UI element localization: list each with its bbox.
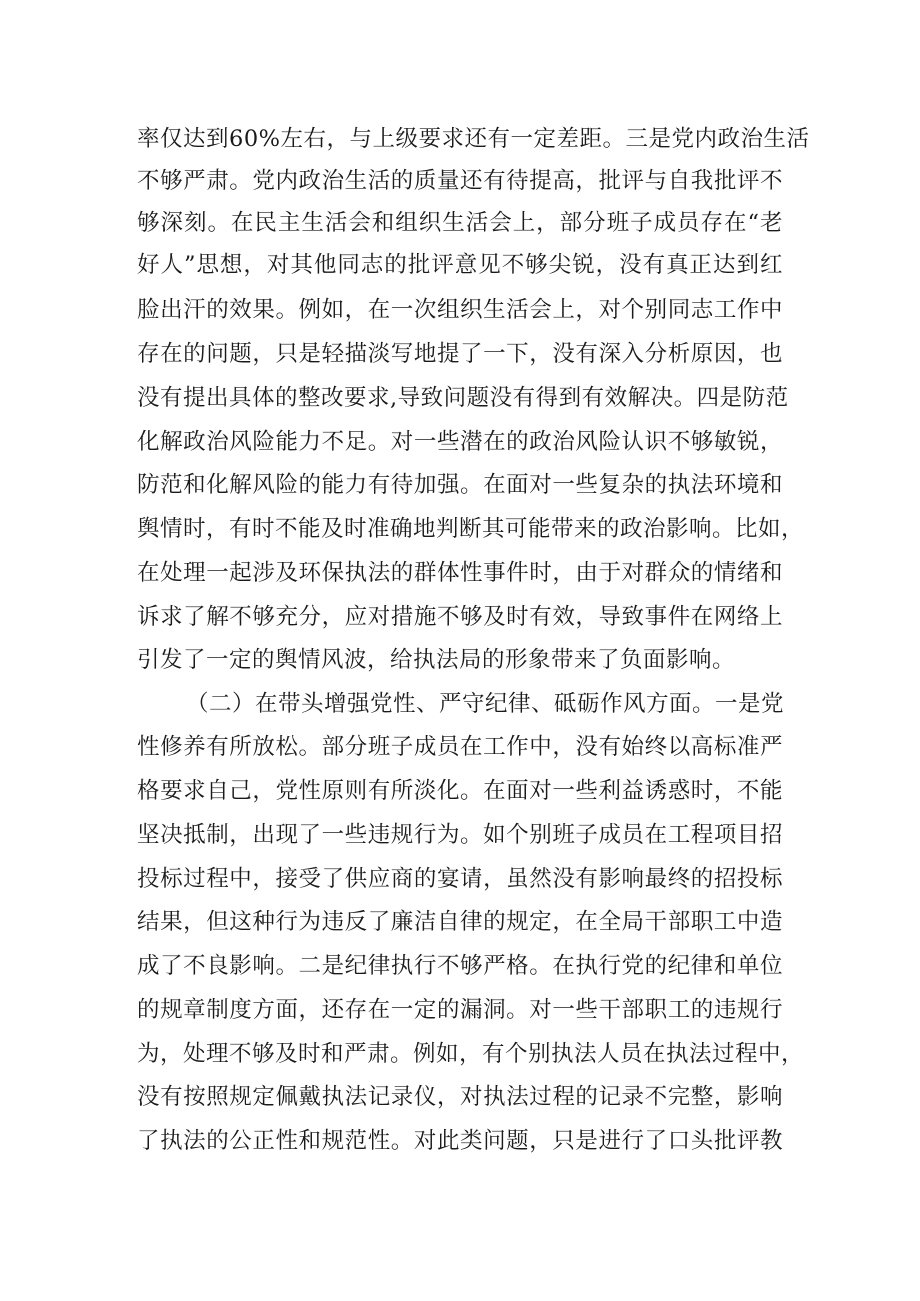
body-text-line: 的规章制度方面，还存在一定的漏洞。对一些干部职工的违规行 (137, 997, 783, 1023)
body-text-line: 性修养有所放松。部分班子成员在工作中，没有始终以高标准严 (137, 734, 783, 760)
body-text-line: 成了不良影响。二是纪律执行不够严格。在执行党的纪律和单位 (137, 953, 783, 979)
body-text-line: 在处理一起涉及环保执法的群体性事件时，由于对群众的情绪和 (137, 560, 783, 586)
body-text-line: 好人”思想，对其他同志的批评意见不够尖锐，没有真正达到红 (137, 252, 783, 278)
body-text-line: 防范和化解风险的能力有待加强。在面对一些复杂的执法环境和 (137, 472, 783, 498)
body-text-line: 没有按照规定佩戴执法记录仪，对执法过程的记录不完整，影响 (137, 1084, 783, 1110)
body-text-line: 诉求了解不够充分，应对措施不够及时有效，导致事件在网络上 (137, 604, 783, 630)
body-text-line: 够深刻。在民主生活会和组织生活会上，部分班子成员存在“老 (137, 210, 783, 236)
body-text-line: 了执法的公正性和规范性。对此类问题，只是进行了口头批评教 (137, 1128, 783, 1154)
body-text-line: 结果，但这种行为违反了廉洁自律的规定，在全局干部职工中造 (137, 909, 783, 935)
body-text-line: 坚决抵制，出现了一些违规行为。如个别班子成员在工程项目招 (137, 822, 783, 848)
body-text-line: 没有提出具体的整改要求,导致问题没有得到有效解决。四是防范 (137, 385, 789, 411)
body-text-line: 脸出汗的效果。例如，在一次组织生活会上，对个别同志工作中 (137, 297, 783, 323)
body-text-line: 投标过程中，接受了供应商的宴请，虽然没有影响最终的招投标 (137, 866, 783, 892)
body-text-line: 不够严肃。党内政治生活的质量还有待提高，批评与自我批评不 (137, 168, 783, 194)
section-heading-line: （二）在带头增强党性、严守纪律、砥砺作风方面。一是党 (186, 691, 785, 717)
body-text-line: 存在的问题，只是轻描淡写地提了一下，没有深入分析原因，也 (137, 341, 783, 367)
paragraph-last-line: 引发了一定的舆情风波，给执法局的形象带来了负面影响。 (137, 647, 736, 673)
body-text-line: 化解政治风险能力不足。对一些潜在的政治风险认识不够敏锐， (137, 429, 783, 455)
body-text-line: 率仅达到60%左右，与上级要求还有一定差距。三是党内政治生活 (137, 126, 810, 152)
body-text-line: 舆情时，有时不能及时准确地判断其可能带来的政治影响。比如， (137, 516, 805, 542)
body-text-line: 格要求自己，党性原则有所淡化。在面对一些利益诱惑时，不能 (137, 778, 783, 804)
body-text-line: 为，处理不够及时和严肃。例如，有个别执法人员在执法过程中， (137, 1041, 805, 1067)
